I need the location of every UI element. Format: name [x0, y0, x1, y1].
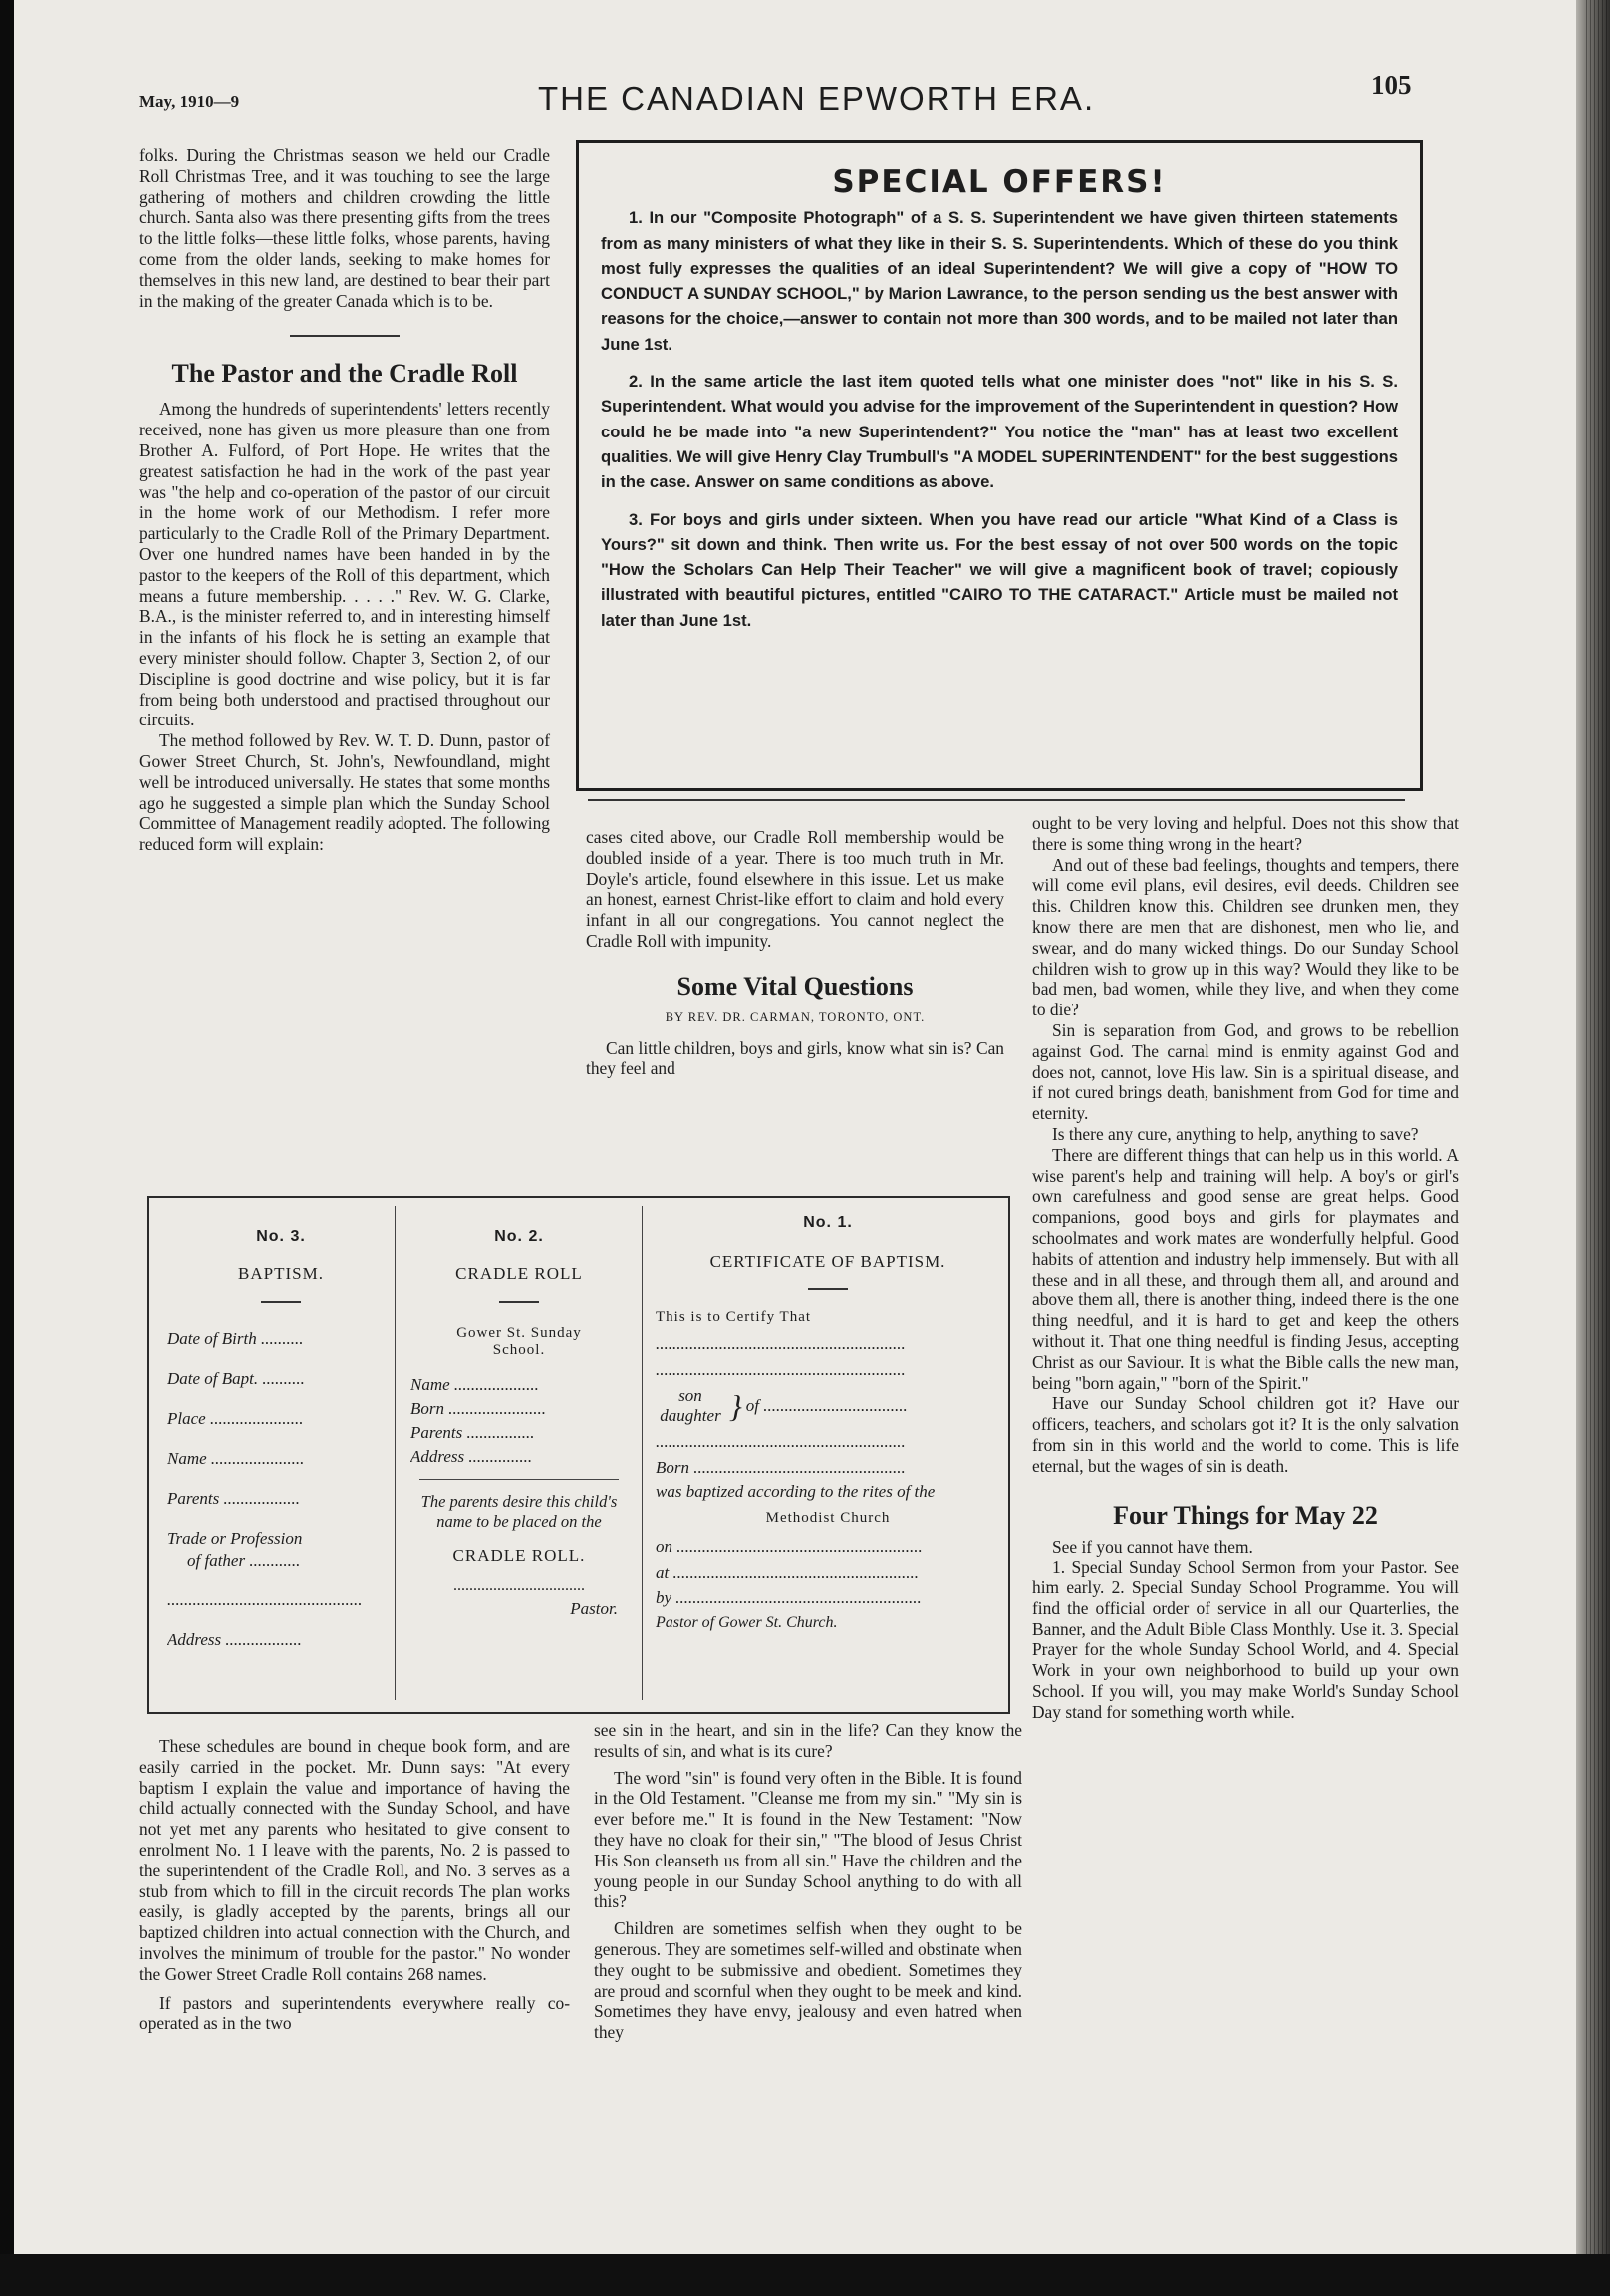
- short-rule: [261, 1301, 301, 1303]
- paragraph: Among the hundreds of superintendents' letters recently received, none has given us more pleasure than one from Brother A. Fulford, of Port Hope. He writes that the greatest satisfaction he had in the work of the past year was "the help and co-operation of the pastor of our circuit in the home work of our Methodism. I refer more particularly to the Cradle Roll of the Primary Department. Over one hundred names have been handed in by the pastor to the keepers of the Roll of this department, which means a future membership. . . . ." Rev. W. G. Clarke, B.A., is the minister referred to, and in interesting himself in the infants of his flock he is setting an example that every minister should follow. Chapter 3, Section 2, of our Discipline is good doctrine and wise policy, but it is far from being both understood and practised throughout our circuits.: [139, 399, 550, 730]
- pastor-signature-label: Pastor.: [570, 1599, 618, 1618]
- form-number: No. 1.: [803, 1214, 853, 1231]
- form-number: No. 3.: [256, 1228, 306, 1245]
- form-title: BAPTISM.: [238, 1264, 324, 1283]
- form-field: Trade or Profession: [167, 1529, 303, 1548]
- page-edges: [1586, 0, 1610, 2296]
- paragraph: Children are sometimes selfish when they ought to be generous. They are sometimes self-willed and obstinate when they ought to be submissive and obedient. Sometimes they are proud and scornful when they ought to be meek and kind. Sometimes they have envy, jealousy and even hatred when they: [594, 1918, 1022, 2043]
- section-divider: [290, 335, 400, 337]
- paragraph: The word "sin" is found very often in the Bible. It is found in the Old Testament. "Cleanse me from my sin." "My sin is ever before me." It is found in the New Testament: "Now they have no cloak for their sin," "The blood of Jesus Christ His Son cleanseth us from all sin." Have the children and the young people in our Sunday School anything to do with all this?: [594, 1767, 1022, 1912]
- paragraph: cases cited above, our Cradle Roll membership would be doubled inside of a year. There is too much truth in Mr. Doyle's article, found elsewhere in this issue. Let us make an honest, earnest Christ-like effort to claim and hold every infant in all our congregations. You cannot neglect the Cradle Roll with impunity.: [586, 827, 1004, 951]
- dotted-line: ...........................................................: [656, 1334, 906, 1353]
- form-field: Place ......................: [167, 1409, 304, 1428]
- certify-line: This is to Certify That: [656, 1309, 812, 1325]
- short-rule: [808, 1288, 848, 1290]
- paragraph: Can little children, boys and girls, know what sin is? Can they feel and: [586, 1037, 1004, 1079]
- page-number: 105: [1371, 70, 1412, 100]
- church-name: Methodist Church: [765, 1510, 891, 1526]
- offer-item: 3. For boys and girls under sixteen. When you have read our article "What Kind of a Class is Yours?" sit down and think. Then write us. For the best essay of not over 500 words on the topic "How the Scholars Can Help Their Teacher" we will give a magnificent book of travel; copiously illustrated with beautiful pictures, entitled "CAIRO TO THE CATARACT." Article must be mailed not later than June 1st.: [601, 509, 1398, 630]
- offer-item: 1. In our "Composite Photograph" of a S. S. Superintendent we have given thirteen statements from as many ministers of what they like in their S. S. Superintendents. Which of these do you think most fully expresses the qualities of an ideal Superintendent? We will give a copy of "HOW TO CONDUCT A SUNDAY SCHOOL," by Marion Lawrance, to the person sending us the best answer with reasons for the choice,—answer to contain not more than 300 words, and to be mailed not later than June 1st.: [601, 208, 1398, 354]
- form-field: Date of Birth ..........: [167, 1329, 304, 1348]
- form-field: on ..........................................................: [656, 1537, 923, 1556]
- son-daughter-line: son daughter } of ..................................: [660, 1386, 908, 1425]
- paragraph: And out of these bad feelings, thoughts and tempers, there will come evil plans, evil desires, evil deeds. Children see this. Children know this. Children see drunken men, they know there are men that are dishonest, men who lie, and swear, and do many wicked things. Do our Sunday School children wish to grow up in this way? Would they like to be bad men, bad women, while they live, and when they come to die?: [1032, 854, 1459, 1020]
- middle-column-top: [586, 827, 1004, 1079]
- form-field: by ..........................................................: [656, 1588, 922, 1607]
- paragraph: see sin in the heart, and sin in the life? Can they know the results of sin, and what is its cure?: [594, 1720, 1022, 1761]
- column-divider: [395, 1206, 396, 1700]
- article-heading-vital-questions: Some Vital Questions: [676, 971, 914, 1001]
- rule: [419, 1479, 619, 1480]
- paragraph: See if you cannot have them.: [1052, 1536, 1253, 1557]
- special-offers-box: [576, 140, 1423, 791]
- issue-date: May, 1910—9: [139, 92, 240, 111]
- form-field: at ..........................................................: [656, 1563, 919, 1581]
- form-title: CRADLE ROLL: [455, 1264, 583, 1283]
- form-number: No. 2.: [494, 1228, 544, 1245]
- article-heading-pastor-cradle-roll: The Pastor and the Cradle Roll: [171, 359, 518, 389]
- form-field: ..............................................: [167, 1590, 363, 1609]
- form-cradle-roll-no2: [410, 1198, 628, 1712]
- cradle-roll-form: [147, 1196, 1010, 1714]
- paragraph: There are different things that can help us in this world. A wise parent's help and training will help. A boy's or girl's own carefulness and good sense are great helps. Good companions, good boys and girls for playmates and schoolmates and work mates are wonderfully helpful. Good habits of attention and industry help immensely. But with all these and in all these, and through them all, and around and above them all, there is another thing, indeed there is the one thing needful, and it is hard to get and keep the others without it. That one thing needful is finding Jesus, accepting Christ as our Saviour. It is what the Bible calls the new man, being "born again," "born of the Spirit.": [1032, 1144, 1459, 1393]
- short-rule: [499, 1301, 539, 1303]
- paragraph: 1. Special Sunday School Sermon from your Pastor. See him early. 2. Special Sunday School Programme. You will find the official order of service in all our Quarterlies, the Banner, and the Adult Bible Class Monthly. Use it. 3. Special Prayer for the whole Sunday School World, and 4. Special Work in your own neighborhood to build up your own School. If you will, you may make World's Sunday School Day stand for something worth while.: [1032, 1557, 1459, 1722]
- paragraph: ought to be very loving and helpful. Does not this show that there is some thing wrong in the heart?: [1032, 813, 1459, 854]
- form-field: Address ...............: [410, 1447, 533, 1466]
- form-field: of father ............: [187, 1551, 301, 1570]
- form-field: Name ....................: [410, 1375, 539, 1394]
- scan-border: [0, 2254, 1610, 2296]
- magazine-title: THE CANADIAN EPWORTH ERA.: [538, 80, 1096, 117]
- paragraph: Have our Sunday School children got it? Have our officers, teachers, and scholars got it? It is the only salvation from sin in this world and the world to come. This is life eternal, but the wages of sin is death.: [1032, 1393, 1459, 1476]
- form-field: Parents ................: [410, 1423, 535, 1442]
- baptized-line: was baptized according to the rites of the: [656, 1482, 936, 1501]
- form-certificate-no1: [656, 1198, 1000, 1712]
- bottom-left-column: [139, 1736, 570, 2034]
- paragraph: Sin is separation from God, and grows to be rebellion against God. The carnal mind is enmity against God and does not, cannot, love His law. Sin is a spiritual disease, and if not cured brings death, banishment from God for time and eternity.: [1032, 1019, 1459, 1124]
- school-name: School.: [492, 1342, 546, 1358]
- special-offers-title: SPECIAL OFFERS!: [832, 164, 1167, 200]
- dotted-line: .................................: [453, 1578, 585, 1594]
- parents-note: The parents desire this child's name to be placed on the: [420, 1492, 618, 1531]
- bottom-middle-column: [594, 1720, 1022, 2043]
- school-name: Gower St. Sunday: [456, 1325, 582, 1341]
- pastor-of-line: Pastor of Gower St. Church.: [656, 1614, 838, 1631]
- form-field: Born .......................: [410, 1399, 546, 1418]
- left-column: [139, 145, 550, 855]
- article-heading-four-things: Four Things for May 22: [1113, 1500, 1378, 1530]
- dotted-line: ...........................................................: [656, 1360, 906, 1379]
- form-field: Parents ..................: [167, 1489, 301, 1508]
- dotted-line: ...........................................................: [656, 1432, 906, 1451]
- offer-item: 2. In the same article the last item quoted tells what one minister does "not" like in his S. S. Superintendent. What would you advise for the improvement of the Superintendent in question? How could he be made into "a new Superintendent?" You notice the "man" has at least two excellent qualities. We will give Henry Clay Trumbull's "A MODEL SUPERINTENDENT" for the best suggestions in the case. Answer on same conditions as above.: [601, 372, 1398, 492]
- offers-divider: [588, 799, 1405, 801]
- form-field: Born ..................................................: [656, 1458, 906, 1477]
- paragraph: These schedules are bound in cheque book form, and are easily carried in the pocket. Mr. Dunn says: "At every baptism I explain the value and importance of having the child actually connected with the Sunday School, and have not yet met any parents who hesitated to give consent to enrolment No. 1 I leave with the parents, No. 2 is passed to the superintendent of the Cradle Roll, and No. 3 serves as a stub from which to fill in the circuit records The plan works easily, is gladly accepted by the parents, brings all our baptized children into actual connection with the Church, and involves the minimum of trouble for the pastor." No wonder the Gower Street Cradle Roll contains 268 names.: [139, 1736, 570, 1984]
- form-stub-no3: [167, 1198, 395, 1712]
- paragraph: Is there any cure, anything to help, anything to save?: [1052, 1123, 1419, 1144]
- form-field: Name ......................: [167, 1449, 305, 1468]
- form-field: Address ..................: [167, 1630, 302, 1649]
- form-field: Date of Bapt. ..........: [167, 1369, 305, 1388]
- right-column: [1032, 813, 1459, 1723]
- paragraph: If pastors and superintendents everywhere really co-operated as in the two: [139, 1992, 570, 2034]
- column-divider: [642, 1206, 643, 1700]
- cradle-roll-line: CRADLE ROLL.: [452, 1546, 586, 1565]
- form-title: CERTIFICATE OF BAPTISM.: [709, 1252, 946, 1271]
- byline: BY REV. DR. CARMAN, TORONTO, ONT.: [665, 1009, 926, 1024]
- paragraph: The method followed by Rev. W. T. D. Dunn, pastor of Gower Street Church, St. John's, Newfoundland, might well be introduced universally. He states that some months ago he suggested a simple plan which the Sunday School Committee of Management readily adopted. The following reduced form will explain:: [139, 730, 550, 855]
- intro-paragraph: folks. During the Christmas season we held our Cradle Roll Christmas Tree, and it was touching to see the large gathering of mothers and children crowding the little church. Santa also was there presenting gifts from the trees to the little folks—these little folks, whose parents, having come from the older lands, seeking to make homes for themselves in this new land, are destined to bear their part in the making of the greater Canada which is to be.: [139, 145, 550, 311]
